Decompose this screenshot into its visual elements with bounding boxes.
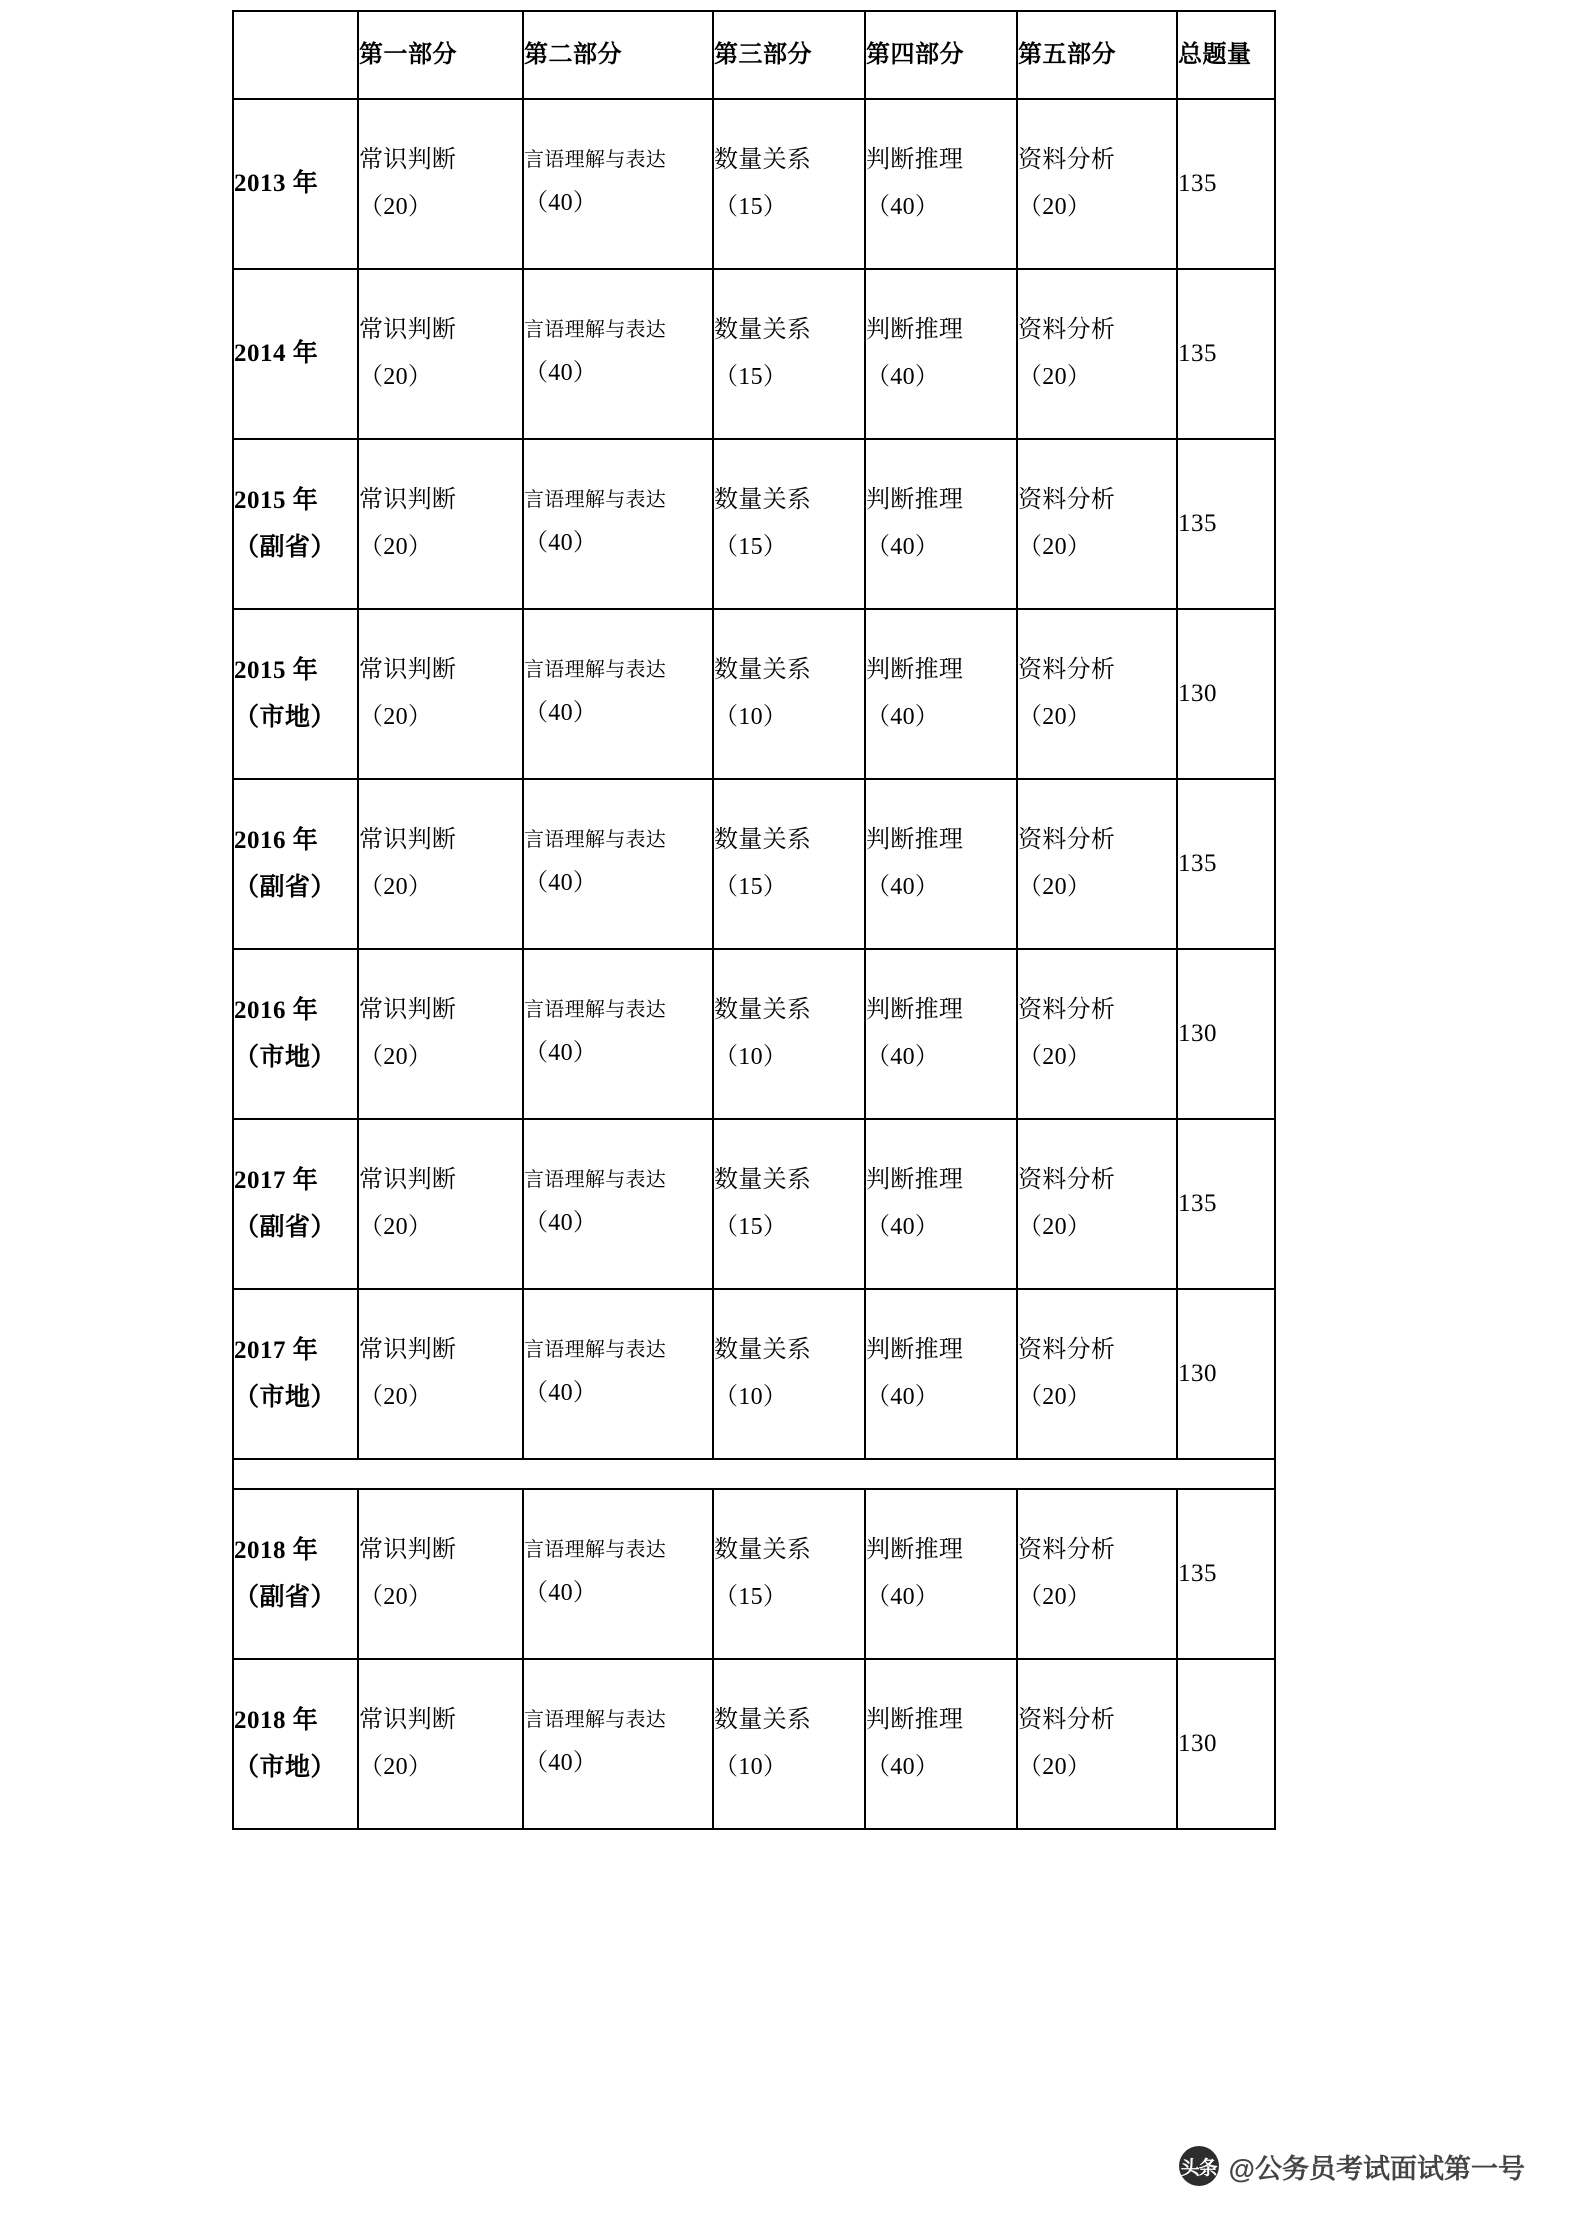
total-questions-cell: 135 xyxy=(1177,779,1275,949)
section-question-count: （20） xyxy=(359,874,433,900)
section-cell xyxy=(1017,269,1177,439)
section-name: 资料分析 xyxy=(1018,1337,1116,1364)
year-label: 2018 年 xyxy=(234,1536,319,1564)
section-name: 常识判断 xyxy=(359,657,457,684)
section-cell xyxy=(1017,609,1177,779)
section-name: 言语理解与表达 xyxy=(524,829,667,852)
section-cell xyxy=(358,1659,523,1829)
section-cell xyxy=(523,1489,713,1659)
section-cell xyxy=(1017,1659,1177,1829)
table-header-cell: 第二部分 xyxy=(523,11,713,99)
toutiao-badge-icon: 头条 xyxy=(1179,2146,1219,2186)
section-question-count: （20） xyxy=(1018,704,1092,730)
section-name: 常识判断 xyxy=(359,317,457,344)
section-cell xyxy=(358,949,523,1119)
section-cell xyxy=(865,1289,1017,1459)
total-questions-cell: 135 xyxy=(1177,99,1275,269)
section-name: 常识判断 xyxy=(359,997,457,1024)
section-name: 判断推理 xyxy=(866,827,964,854)
section-cell xyxy=(523,1119,713,1289)
section-name: 常识判断 xyxy=(359,1707,457,1734)
section-question-count: （20） xyxy=(1018,1584,1092,1610)
section-question-count: （40） xyxy=(524,870,598,897)
section-question-count: （40） xyxy=(524,1040,598,1067)
total-questions-cell: 130 xyxy=(1177,609,1275,779)
section-cell xyxy=(713,439,865,609)
total-questions-cell: 135 xyxy=(1177,269,1275,439)
section-question-count: （20） xyxy=(359,1584,433,1610)
section-question-count: （15） xyxy=(714,1214,788,1240)
section-cell xyxy=(523,99,713,269)
section-name: 言语理解与表达 xyxy=(524,1169,667,1192)
section-cell xyxy=(358,99,523,269)
section-question-count: （20） xyxy=(1018,1214,1092,1240)
section-name: 判断推理 xyxy=(866,657,964,684)
year-label: 2014 年 xyxy=(234,340,319,368)
section-cell xyxy=(865,1659,1017,1829)
table-header-cell: 第五部分 xyxy=(1017,11,1177,99)
year-subtype-label: （市地） xyxy=(234,1044,337,1071)
table-header-cell: 第三部分 xyxy=(713,11,865,99)
section-name: 判断推理 xyxy=(866,1707,964,1734)
table-row xyxy=(233,1659,1275,1829)
section-cell xyxy=(865,1119,1017,1289)
section-name: 常识判断 xyxy=(359,1537,457,1564)
section-name: 资料分析 xyxy=(1018,657,1116,684)
year-subtype-label: （市地） xyxy=(234,1384,337,1411)
year-cell xyxy=(233,949,358,1119)
section-name: 资料分析 xyxy=(1018,827,1116,854)
section-question-count: （40） xyxy=(524,1380,598,1407)
section-name: 言语理解与表达 xyxy=(524,1709,667,1732)
total-questions-cell: 135 xyxy=(1177,1119,1275,1289)
section-name: 言语理解与表达 xyxy=(524,319,667,342)
section-question-count: （20） xyxy=(1018,874,1092,900)
section-cell xyxy=(1017,1489,1177,1659)
section-question-count: （40） xyxy=(866,194,940,220)
table-row xyxy=(233,269,1275,439)
section-question-count: （40） xyxy=(866,364,940,390)
section-cell xyxy=(358,1489,523,1659)
section-cell xyxy=(358,609,523,779)
section-name: 资料分析 xyxy=(1018,147,1116,174)
section-question-count: （40） xyxy=(866,1754,940,1780)
section-cell xyxy=(713,609,865,779)
section-question-count: （20） xyxy=(1018,1384,1092,1410)
year-cell xyxy=(233,609,358,779)
section-question-count: （40） xyxy=(866,704,940,730)
year-cell xyxy=(233,99,358,269)
section-question-count: （15） xyxy=(714,364,788,390)
section-question-count: （20） xyxy=(359,704,433,730)
year-label: 2013 年 xyxy=(234,170,319,198)
section-cell xyxy=(713,1289,865,1459)
section-question-count: （20） xyxy=(1018,1044,1092,1070)
section-question-count: （40） xyxy=(524,700,598,727)
section-name: 判断推理 xyxy=(866,147,964,174)
section-question-count: （10） xyxy=(714,1044,788,1070)
section-name: 常识判断 xyxy=(359,487,457,514)
section-name: 数量关系 xyxy=(714,997,812,1024)
section-name: 资料分析 xyxy=(1018,1707,1116,1734)
section-name: 数量关系 xyxy=(714,1167,812,1194)
section-name: 数量关系 xyxy=(714,657,812,684)
section-question-count: （20） xyxy=(359,1384,433,1410)
section-name: 资料分析 xyxy=(1018,997,1116,1024)
section-cell xyxy=(1017,99,1177,269)
year-label: 2017 年 xyxy=(234,1336,319,1364)
section-cell xyxy=(1017,949,1177,1119)
section-name: 判断推理 xyxy=(866,1337,964,1364)
section-name: 判断推理 xyxy=(866,997,964,1024)
section-name: 数量关系 xyxy=(714,1537,812,1564)
section-cell xyxy=(523,609,713,779)
section-name: 言语理解与表达 xyxy=(524,999,667,1022)
section-question-count: （15） xyxy=(714,534,788,560)
section-cell xyxy=(358,269,523,439)
section-question-count: （40） xyxy=(866,534,940,560)
table-section-gap xyxy=(233,1459,1275,1489)
year-cell xyxy=(233,1289,358,1459)
section-question-count: （40） xyxy=(524,530,598,557)
section-cell xyxy=(713,1659,865,1829)
section-name: 常识判断 xyxy=(359,827,457,854)
section-cell xyxy=(523,1289,713,1459)
watermark xyxy=(1179,2146,1525,2186)
section-question-count: （20） xyxy=(359,364,433,390)
section-cell xyxy=(358,779,523,949)
year-subtype-label: （副省） xyxy=(234,874,337,901)
year-label: 2017 年 xyxy=(234,1166,319,1194)
section-name: 资料分析 xyxy=(1018,1537,1116,1564)
section-cell xyxy=(358,1289,523,1459)
table-section-gap-cell xyxy=(233,1459,1275,1489)
table-header-cell: 总题量 xyxy=(1177,11,1275,99)
total-questions-cell: 130 xyxy=(1177,1289,1275,1459)
section-name: 判断推理 xyxy=(866,1167,964,1194)
section-question-count: （40） xyxy=(524,1750,598,1777)
section-cell xyxy=(523,949,713,1119)
section-name: 资料分析 xyxy=(1018,487,1116,514)
section-cell xyxy=(865,949,1017,1119)
section-cell xyxy=(713,949,865,1119)
section-cell xyxy=(865,779,1017,949)
year-subtype-label: （副省） xyxy=(234,1214,337,1241)
section-name: 言语理解与表达 xyxy=(524,149,667,172)
section-name: 判断推理 xyxy=(866,487,964,514)
section-name: 言语理解与表达 xyxy=(524,489,667,512)
section-name: 常识判断 xyxy=(359,1337,457,1364)
section-cell xyxy=(1017,439,1177,609)
year-cell xyxy=(233,779,358,949)
section-question-count: （20） xyxy=(1018,534,1092,560)
section-name: 言语理解与表达 xyxy=(524,659,667,682)
section-name: 数量关系 xyxy=(714,827,812,854)
section-name: 数量关系 xyxy=(714,1707,812,1734)
total-questions-cell: 135 xyxy=(1177,1489,1275,1659)
section-question-count: （20） xyxy=(359,1044,433,1070)
section-question-count: （40） xyxy=(524,190,598,217)
table-row xyxy=(233,1119,1275,1289)
year-cell xyxy=(233,1119,358,1289)
year-label: 2016 年 xyxy=(234,996,319,1024)
section-name: 资料分析 xyxy=(1018,1167,1116,1194)
section-question-count: （40） xyxy=(866,1384,940,1410)
section-cell xyxy=(523,439,713,609)
section-cell xyxy=(865,269,1017,439)
year-subtype-label: （副省） xyxy=(234,534,337,561)
section-cell xyxy=(358,439,523,609)
section-cell xyxy=(523,779,713,949)
section-name: 常识判断 xyxy=(359,1167,457,1194)
table-header-row xyxy=(233,11,1275,99)
table-row xyxy=(233,1489,1275,1659)
table-header-cell: 第四部分 xyxy=(865,11,1017,99)
year-subtype-label: （市地） xyxy=(234,1754,337,1781)
section-cell xyxy=(523,1659,713,1829)
table-row xyxy=(233,99,1275,269)
section-cell xyxy=(865,99,1017,269)
section-name: 数量关系 xyxy=(714,1337,812,1364)
total-questions-cell: 135 xyxy=(1177,439,1275,609)
section-cell xyxy=(523,269,713,439)
section-question-count: （20） xyxy=(359,534,433,560)
year-subtype-label: （市地） xyxy=(234,704,337,731)
year-cell xyxy=(233,269,358,439)
section-name: 数量关系 xyxy=(714,147,812,174)
section-question-count: （15） xyxy=(714,874,788,900)
section-question-count: （40） xyxy=(866,1214,940,1240)
section-question-count: （20） xyxy=(359,1214,433,1240)
year-label: 2015 年 xyxy=(234,656,319,684)
table-row xyxy=(233,439,1275,609)
section-question-count: （40） xyxy=(524,360,598,387)
section-question-count: （20） xyxy=(359,1754,433,1780)
section-question-count: （20） xyxy=(1018,1754,1092,1780)
section-question-count: （10） xyxy=(714,1384,788,1410)
section-cell xyxy=(865,1489,1017,1659)
table-row xyxy=(233,949,1275,1119)
year-label: 2018 年 xyxy=(234,1706,319,1734)
section-cell xyxy=(1017,1119,1177,1289)
table-header-cell: 第一部分 xyxy=(358,11,523,99)
section-cell xyxy=(1017,1289,1177,1459)
section-cell xyxy=(1017,779,1177,949)
table-row xyxy=(233,779,1275,949)
section-name: 资料分析 xyxy=(1018,317,1116,344)
year-cell xyxy=(233,1489,358,1659)
table-row xyxy=(233,609,1275,779)
table-header-cell xyxy=(233,11,358,99)
section-name: 数量关系 xyxy=(714,317,812,344)
exam-structure-table xyxy=(232,10,1276,1830)
section-question-count: （15） xyxy=(714,1584,788,1610)
section-cell xyxy=(865,439,1017,609)
section-cell xyxy=(713,1489,865,1659)
section-cell xyxy=(713,269,865,439)
section-name: 常识判断 xyxy=(359,147,457,174)
section-cell xyxy=(713,779,865,949)
year-subtype-label: （副省） xyxy=(234,1584,337,1611)
table-row xyxy=(233,1289,1275,1459)
section-question-count: （20） xyxy=(359,194,433,220)
section-question-count: （40） xyxy=(524,1580,598,1607)
watermark-text: @公务员考试面试第一号 xyxy=(1228,2153,1525,2184)
section-name: 言语理解与表达 xyxy=(524,1539,667,1562)
section-name: 判断推理 xyxy=(866,1537,964,1564)
section-question-count: （40） xyxy=(866,1044,940,1070)
section-question-count: （40） xyxy=(866,874,940,900)
total-questions-cell: 130 xyxy=(1177,1659,1275,1829)
section-question-count: （40） xyxy=(524,1210,598,1237)
section-question-count: （40） xyxy=(866,1584,940,1610)
section-cell xyxy=(358,1119,523,1289)
total-questions-cell: 130 xyxy=(1177,949,1275,1119)
section-question-count: （15） xyxy=(714,194,788,220)
section-cell xyxy=(713,1119,865,1289)
section-question-count: （10） xyxy=(714,704,788,730)
year-label: 2015 年 xyxy=(234,486,319,514)
section-name: 言语理解与表达 xyxy=(524,1339,667,1362)
year-cell xyxy=(233,439,358,609)
section-question-count: （20） xyxy=(1018,194,1092,220)
section-question-count: （10） xyxy=(714,1754,788,1780)
section-cell xyxy=(713,99,865,269)
section-name: 判断推理 xyxy=(866,317,964,344)
section-question-count: （20） xyxy=(1018,364,1092,390)
year-cell xyxy=(233,1659,358,1829)
year-label: 2016 年 xyxy=(234,826,319,854)
section-name: 数量关系 xyxy=(714,487,812,514)
section-cell xyxy=(865,609,1017,779)
